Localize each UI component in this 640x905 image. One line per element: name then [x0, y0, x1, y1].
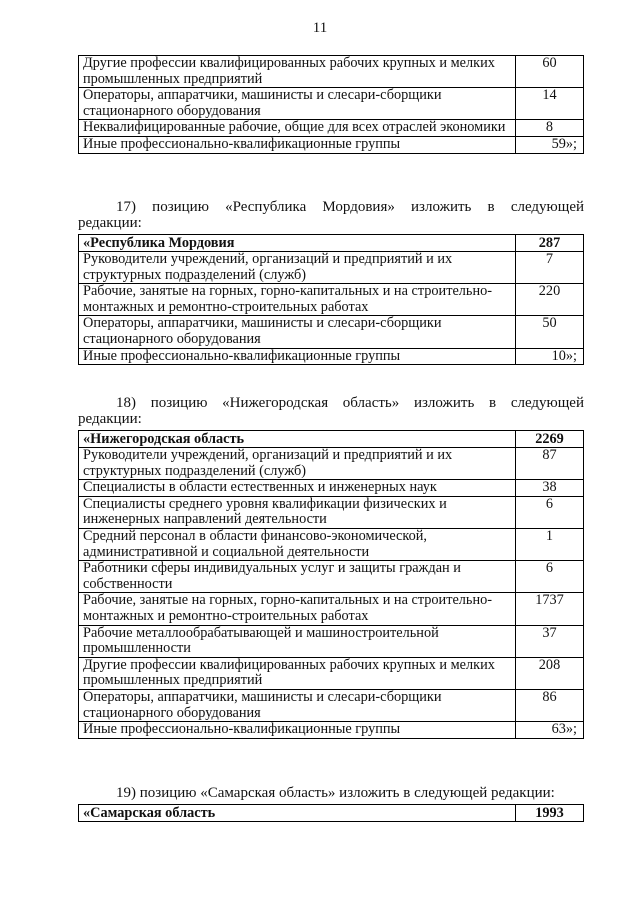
row-value: 8 — [516, 120, 584, 137]
table-row — [79, 252, 584, 284]
table-header-row — [79, 805, 584, 822]
table-row — [79, 625, 584, 657]
row-value: 208 — [516, 657, 584, 689]
table-row — [79, 657, 584, 689]
table-row — [79, 561, 584, 593]
row-label: Иные профессионально-квалификационные группы — [79, 136, 516, 153]
row-label: Операторы, аппаратчики, машинисты и слесари-сборщики стационарного оборудования — [79, 689, 516, 721]
table-header-row — [79, 431, 584, 448]
table-row — [79, 56, 584, 88]
row-value: 59»; — [516, 136, 584, 153]
table-header-row — [79, 235, 584, 252]
row-value: 6 — [516, 561, 584, 593]
row-value: 1737 — [516, 593, 584, 625]
row-value: 37 — [516, 625, 584, 657]
region-total: 287 — [516, 235, 584, 252]
row-label: Специалисты среднего уровня квалификации физических и инженерных направлений деятельности — [79, 496, 516, 528]
row-label: Работники сферы индивидуальных услуг и защиты граждан и собственности — [79, 561, 516, 593]
table-row — [79, 689, 584, 721]
paragraph-18-line1: 18) позицию «Нижегородская область» изложить в следующей — [116, 395, 584, 411]
row-value: 10»; — [516, 348, 584, 365]
row-value: 7 — [516, 252, 584, 284]
row-value: 38 — [516, 480, 584, 497]
paragraph-17-line1: 17) позицию «Республика Мордовия» изложить в следующей — [116, 199, 584, 215]
table-row — [79, 284, 584, 316]
row-label: Другие профессии квалифицированных рабочих крупных и мелких промышленных предприятий — [79, 657, 516, 689]
row-label: Неквалифицированные рабочие, общие для всех отраслей экономики — [79, 120, 516, 137]
row-label: Специалисты в области естественных и инженерных наук — [79, 480, 516, 497]
paragraph-17 — [78, 200, 584, 231]
table-samara — [78, 804, 584, 822]
table-row — [79, 136, 584, 153]
row-label: Средний персонал в области финансово-экономической, административной и социальной деятельности — [79, 528, 516, 560]
region-name: «Республика Мордовия — [79, 235, 516, 252]
table-row — [79, 480, 584, 497]
table-row — [79, 448, 584, 480]
row-value: 6 — [516, 496, 584, 528]
row-label: Рабочие, занятые на горных, горно-капитальных и на строительно-монтажных и ремонтно-строительных работах — [79, 284, 516, 316]
table-row — [79, 496, 584, 528]
region-total: 2269 — [516, 431, 584, 448]
paragraph-18 — [78, 396, 584, 427]
region-name: «Нижегородская область — [79, 431, 516, 448]
region-name: «Самарская область — [79, 805, 516, 822]
row-label: Операторы, аппаратчики, машинисты и слесари-сборщики стационарного оборудования — [79, 88, 516, 120]
row-value: 63»; — [516, 722, 584, 739]
row-label: Руководители учреждений, организаций и предприятий и их структурных подразделений (служб) — [79, 448, 516, 480]
row-value: 86 — [516, 689, 584, 721]
row-label: Рабочие металлообрабатывающей и машиностроительной промышленности — [79, 625, 516, 657]
row-label: Иные профессионально-квалификационные группы — [79, 722, 516, 739]
row-label: Руководители учреждений, организаций и предприятий и их структурных подразделений (служб) — [79, 252, 516, 284]
table-mordovia — [78, 234, 584, 365]
row-value: 87 — [516, 448, 584, 480]
table-row — [79, 120, 584, 137]
table-row — [79, 722, 584, 739]
row-value: 1 — [516, 528, 584, 560]
table-continuation — [78, 55, 584, 154]
paragraph-19: 19) позицию «Самарская область» изложить в следующей редакции: — [116, 785, 555, 801]
row-value: 220 — [516, 284, 584, 316]
page-number: 11 — [312, 20, 328, 36]
table-row — [79, 348, 584, 365]
table-nizhny-novgorod — [78, 430, 584, 739]
row-label: Операторы, аппаратчики, машинисты и слесари-сборщики стационарного оборудования — [79, 316, 516, 348]
table-row — [79, 88, 584, 120]
table-row — [79, 593, 584, 625]
paragraph-18-line2: редакции: — [78, 410, 142, 427]
row-value: 60 — [516, 56, 584, 88]
table-row — [79, 528, 584, 560]
row-value: 50 — [516, 316, 584, 348]
row-label: Другие профессии квалифицированных рабочих крупных и мелких промышленных предприятий — [79, 56, 516, 88]
table-row — [79, 316, 584, 348]
region-total: 1993 — [516, 805, 584, 822]
row-label: Иные профессионально-квалификационные группы — [79, 348, 516, 365]
paragraph-17-line2: редакции: — [78, 214, 142, 231]
row-label: Рабочие, занятые на горных, горно-капитальных и на строительно-монтажных и ремонтно-строительных работах — [79, 593, 516, 625]
row-value: 14 — [516, 88, 584, 120]
